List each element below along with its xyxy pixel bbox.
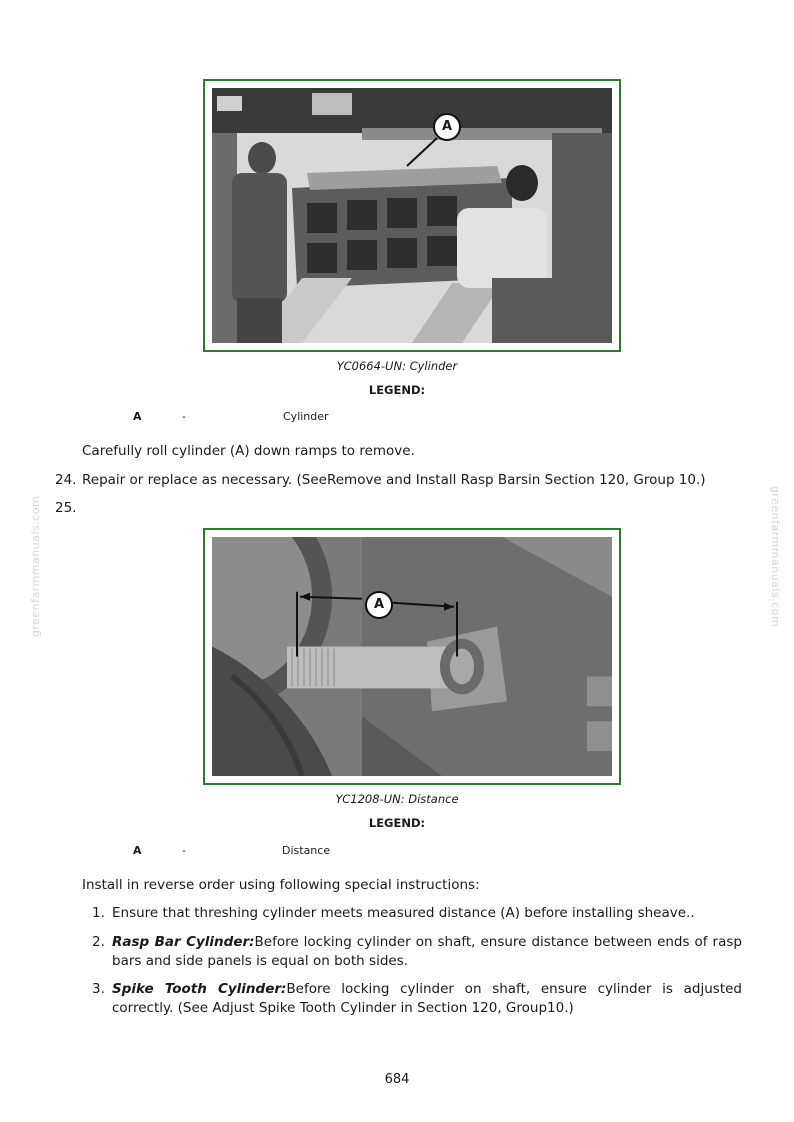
install-item-text: Ensure that threshing cylinder meets measured distance (A) before installing sheave.. [112, 905, 695, 921]
figure-cylinder-caption: YC0664-UN: Cylinder [336, 359, 458, 373]
install-item-number: 3. [92, 981, 105, 997]
legend-letter: A [133, 844, 142, 857]
figure-cylinder-photo [212, 88, 612, 343]
callout-label: A [373, 597, 385, 612]
install-intro: Install in reverse order using following special instructions: [82, 877, 480, 893]
callout-a-distance [365, 591, 393, 619]
callout-a-cylinder [433, 113, 461, 141]
legend-title: LEGEND: [368, 816, 426, 830]
legend-title: LEGEND: [368, 383, 426, 397]
install-item-3 [112, 980, 742, 1018]
install-item-label: Spike Tooth Cylinder: [112, 981, 287, 997]
install-item-number: 2. [92, 934, 105, 950]
install-item-2 [112, 933, 742, 971]
watermark-right: greenfarmmanuals.com [769, 485, 783, 628]
install-item-label: Rasp Bar Cylinder: [112, 934, 255, 950]
legend-letter: A [133, 410, 142, 423]
step-25-number: 25. [55, 500, 77, 516]
figure-cylinder-frame [203, 79, 621, 352]
figure-distance-photo [212, 537, 612, 776]
watermark-left: greenfarmmanuals.com [29, 495, 43, 638]
page-number: 684 [384, 1072, 410, 1087]
legend-description: Cylinder [283, 410, 329, 423]
step-24-text: Repair or replace as necessary. (SeeRemove and Install Rasp Barsin Section 120, Group 10.) [82, 472, 706, 488]
install-item-text: Before locking cylinder on shaft, ensure cylinder is adjusted correctly. (See Adjust Spike Tooth Cylinder in Section 120, Group10.) [112, 981, 742, 1016]
figure-distance-frame [203, 528, 621, 785]
install-item-text: Before locking cylinder on shaft, ensure distance between ends of rasp bars and side panels is equal on both sides. [112, 934, 742, 969]
roll-instruction: Carefully roll cylinder (A) down ramps to remove. [82, 443, 415, 459]
callout-label: A [441, 119, 453, 134]
legend-dash: - [182, 410, 186, 423]
legend-dash: - [182, 844, 186, 857]
install-item-1 [112, 904, 742, 923]
figure-distance-caption: YC1208-UN: Distance [335, 792, 459, 806]
step-24-number: 24. [55, 472, 77, 488]
install-item-number: 1. [92, 905, 105, 921]
legend-description: Distance [282, 844, 331, 857]
